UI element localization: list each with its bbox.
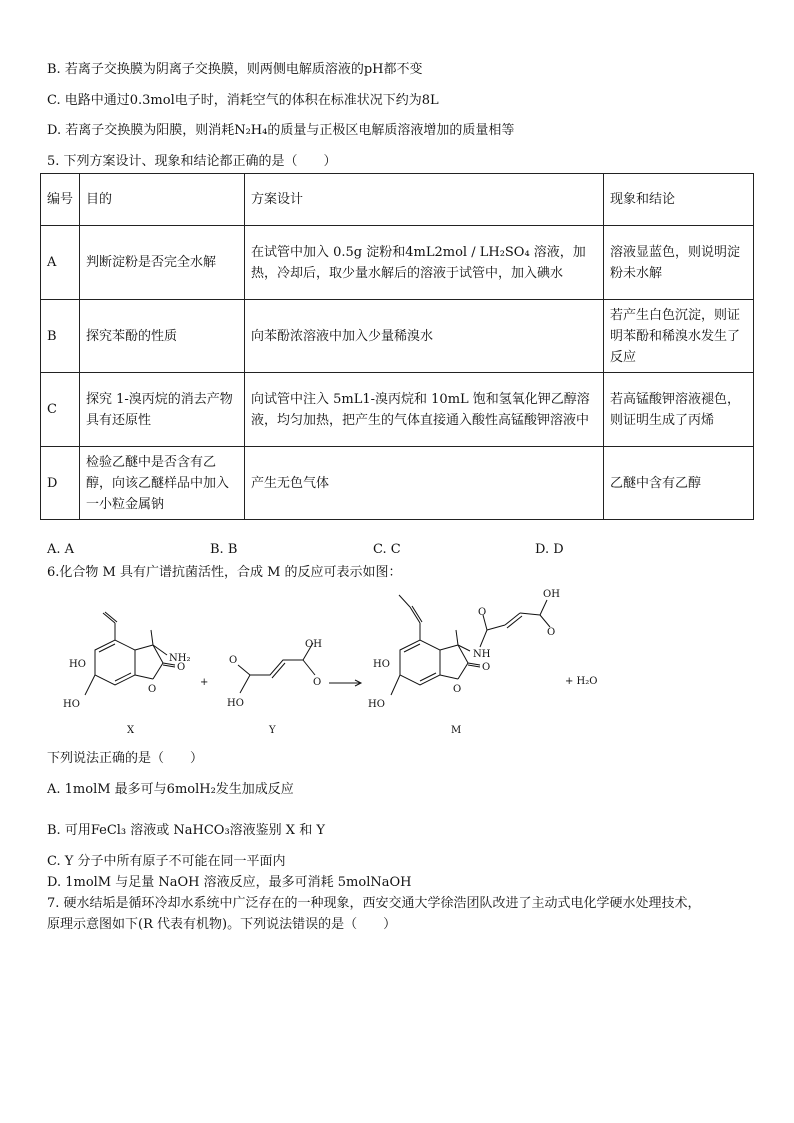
m-ho-top: HO (373, 659, 390, 670)
row-purpose: 探究苯酚的性质 (80, 300, 245, 373)
row-purpose: 探究 1-溴丙烷的消去产物具有还原性 (80, 373, 245, 447)
m-o-carbonyl: O (482, 662, 491, 673)
answer-d: D. D (535, 542, 564, 557)
m-oh: OH (543, 589, 560, 600)
table-header-row (41, 174, 754, 226)
label-y: Y (269, 725, 276, 735)
header-design: 方案设计 (245, 174, 604, 226)
row-design: 产生无色气体 (245, 447, 604, 520)
q5-answer-options (47, 542, 747, 562)
q6-stem: 6.化合物 M 具有广谱抗菌活性，合成 M 的反应可表示如图： (47, 565, 402, 580)
row-result: 乙醚中含有乙醇 (604, 447, 754, 520)
x-ho-top: HO (69, 659, 86, 670)
table-row (41, 300, 754, 373)
q7-stem-line2: 原理示意图如下(R 代表有机物)。下列说法错误的是（ ） (47, 917, 397, 932)
label-x: X (127, 725, 135, 735)
x-nh2: NH₂ (169, 653, 191, 664)
row-id: C (41, 373, 80, 447)
reaction-scheme (55, 585, 615, 735)
table-row (41, 226, 754, 300)
row-id: B (41, 300, 80, 373)
row-purpose: 检验乙醚中是否含有乙醇，向该乙醚样品中加入一小粒金属钠 (80, 447, 245, 520)
label-m: M (451, 725, 462, 735)
row-id: A (41, 226, 80, 300)
q6-option-b: B. 可用FeCl₃ 溶液或 NaHCO₃溶液鉴别 X 和 Y (47, 823, 325, 838)
q5-stem: 5. 下列方案设计、现象和结论都正确的是（ ） (47, 154, 337, 169)
m-o-ring: O (453, 684, 462, 695)
q6-option-a: A. 1molM 最多可与6molH₂发生加成反应 (47, 782, 294, 797)
m-ho-bottom: HO (368, 699, 385, 710)
answer-a: A. A (47, 542, 75, 557)
answer-c: C. C (373, 542, 401, 557)
x-o-ring: O (148, 684, 157, 695)
header-purpose: 目的 (80, 174, 245, 226)
q4-option-b: B. 若离子交换膜为阴离子交换膜，则两侧电解质溶液的pH都不变 (47, 62, 423, 77)
row-result: 若产生白色沉淀，则证明苯酚和稀溴水发生了反应 (604, 300, 754, 373)
m-o-acid: O (547, 627, 556, 638)
y-o-right: O (313, 677, 322, 688)
row-design: 向试管中注入 5mL1-溴丙烷和 10mL 饱和氢氧化钾乙醇溶液，均匀加热，把产生的气体直接通入酸性高锰酸钾溶液中 (245, 373, 604, 447)
y-oh: OH (305, 639, 322, 650)
table-row (41, 447, 754, 520)
answer-b: B. B (210, 542, 238, 557)
q5-table (40, 173, 754, 520)
header-id: 编号 (41, 174, 80, 226)
molecule-m (368, 589, 560, 735)
row-design: 在试管中加入 0.5g 淀粉和4mL2mol / LH₂SO₄ 溶液，加热，冷却后，取少量水解后的溶液于试管中，加入碘水 (245, 226, 604, 300)
q6-question: 下列说法正确的是（ ） (47, 751, 204, 766)
m-o-amide: O (478, 607, 487, 618)
table-row (41, 373, 754, 447)
row-purpose: 判断淀粉是否完全水解 (80, 226, 245, 300)
row-result: 若高锰酸钾溶液褪色，则证明生成了丙烯 (604, 373, 754, 447)
q6-option-d: D. 1molM 与足量 NaOH 溶液反应，最多可消耗 5molNaOH (47, 875, 412, 890)
m-nh: NH (473, 649, 491, 660)
molecule-x (63, 612, 190, 735)
q6-option-c: C. Y 分子中所有原子不可能在同一平面内 (47, 854, 286, 869)
y-ho: HO (227, 698, 244, 709)
row-id: D (41, 447, 80, 520)
x-ho-bottom: HO (63, 699, 80, 710)
y-o-left: O (229, 655, 238, 666)
q4-option-d: D. 若离子交换膜为阳膜，则消耗N₂H₄的质量与正极区电解质溶液增加的质量相等 (47, 123, 515, 138)
q7-stem-line1: 7. 硬水结垢是循环冷却水系统中广泛存在的一种现象，西安交通大学徐浩团队改进了主动式电化学硬水处理技术， (47, 896, 701, 911)
water-product: + H₂O (565, 676, 598, 687)
row-result: 溶液显蓝色，则说明淀粉未水解 (604, 226, 754, 300)
q4-option-c: C. 电路中通过0.3mol电子时，消耗空气的体积在标准状况下约为8L (47, 93, 439, 108)
plus-sign: + (200, 677, 209, 688)
header-result: 现象和结论 (604, 174, 754, 226)
row-design: 向苯酚浓溶液中加入少量稀溴水 (245, 300, 604, 373)
x-o-carbonyl: O (177, 662, 186, 673)
molecule-y (227, 639, 322, 735)
